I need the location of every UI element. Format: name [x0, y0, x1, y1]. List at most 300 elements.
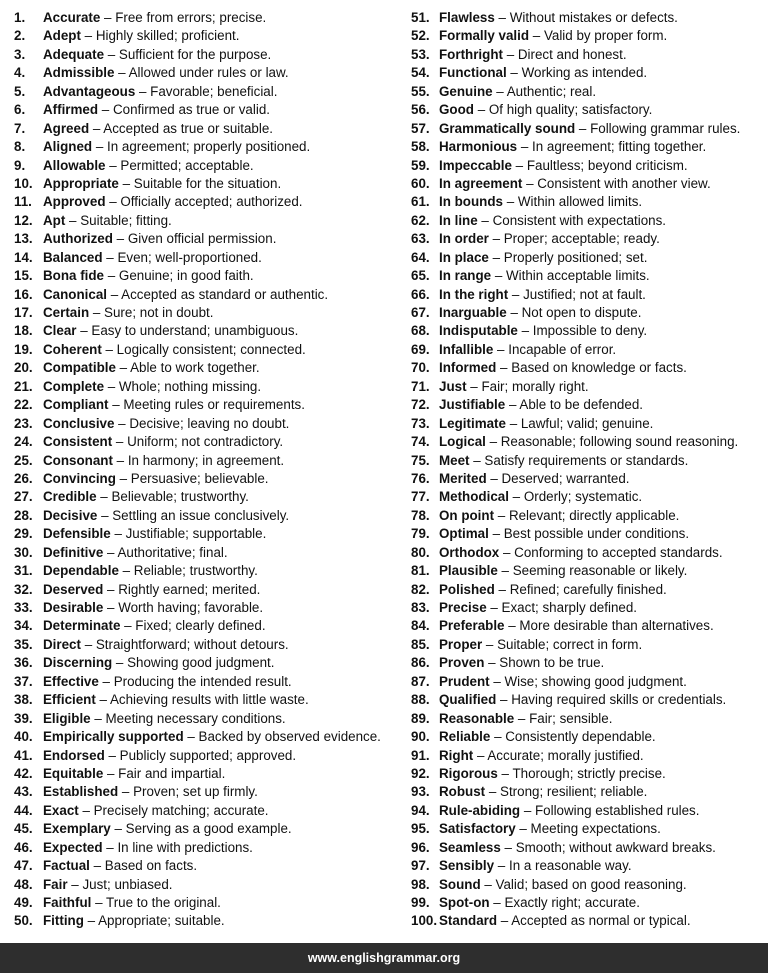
item-term: Inarguable	[439, 305, 507, 320]
item-number: 34.	[14, 618, 33, 634]
item-number: 95.	[411, 821, 430, 837]
item-definition: Given official permission.	[127, 231, 277, 247]
list-item	[411, 581, 763, 599]
item-number: 61.	[411, 194, 430, 210]
list-item	[14, 728, 402, 746]
item-entry	[439, 378, 589, 396]
item-entry	[43, 378, 261, 396]
item-separator: –	[89, 858, 105, 874]
item-separator: –	[101, 341, 117, 357]
item-number: 63.	[411, 231, 430, 247]
item-number: 33.	[14, 600, 33, 615]
item-term: Established	[43, 784, 119, 800]
website-link[interactable]: www.englishgrammar.org	[307, 951, 461, 965]
item-definition: Having required skills or credentials.	[511, 692, 727, 708]
list-item	[411, 507, 763, 525]
list-item	[14, 507, 402, 525]
item-number: 36.	[14, 655, 33, 671]
item-separator: –	[80, 636, 96, 652]
item-separator: –	[485, 434, 501, 450]
item-term: Logical	[439, 434, 486, 450]
item-term: Approved	[43, 194, 106, 210]
item-separator: –	[118, 784, 134, 800]
list-item	[14, 267, 402, 285]
item-entry	[439, 912, 691, 930]
item-term: Definitive	[43, 544, 104, 560]
item-term: Faithful	[43, 895, 92, 910]
item-definition: Even; well-proportioned.	[117, 249, 262, 265]
item-entry	[43, 488, 249, 506]
item-definition: Working as intended.	[521, 65, 648, 81]
item-separator: –	[469, 452, 485, 468]
item-number: 3.	[14, 46, 26, 62]
item-separator: –	[496, 692, 512, 708]
item-entry	[439, 27, 667, 45]
item-number: 57.	[411, 120, 430, 136]
item-definition: Deserved; warranted.	[501, 470, 630, 486]
item-term: Factual	[43, 858, 90, 874]
list-item	[14, 359, 402, 377]
item-definition: Straightforward; without detours.	[95, 636, 289, 652]
item-separator: –	[105, 157, 121, 173]
item-number: 15.	[14, 268, 33, 284]
item-term: Proven	[439, 655, 485, 671]
item-entry	[43, 433, 283, 451]
item-term: Adequate	[43, 46, 105, 62]
list-item	[411, 599, 763, 617]
item-term: Sound	[439, 876, 481, 892]
item-entry	[43, 9, 266, 27]
item-separator: –	[477, 212, 493, 228]
item-definition: Suitable; fitting.	[80, 212, 172, 228]
item-separator: –	[183, 729, 199, 745]
item-term: Eligible	[43, 710, 91, 726]
item-number: 18.	[14, 323, 33, 339]
list-item	[14, 525, 402, 543]
item-definition: Believable; trustworthy.	[111, 489, 249, 505]
item-number: 29.	[14, 526, 33, 542]
item-entry	[43, 304, 213, 322]
list-item	[14, 617, 402, 635]
item-term: Exemplary	[43, 821, 111, 837]
item-entry	[43, 857, 197, 875]
item-term: Adept	[43, 28, 81, 44]
item-term: Rule-abiding	[439, 802, 521, 818]
item-separator: –	[504, 618, 520, 634]
item-number: 43.	[14, 784, 33, 800]
list-item	[14, 27, 402, 45]
item-entry	[439, 175, 711, 193]
item-separator: –	[484, 655, 500, 671]
list-item	[411, 249, 763, 267]
item-separator: –	[505, 397, 520, 413]
item-entry	[439, 396, 643, 414]
item-number: 96.	[411, 839, 430, 855]
list-item	[411, 912, 763, 930]
item-definition: Based on facts.	[104, 858, 198, 874]
item-term: Expected	[43, 839, 103, 855]
item-definition: Easy to understand; unambiguous.	[91, 323, 299, 339]
item-number: 85.	[411, 636, 430, 652]
list-item	[411, 286, 763, 304]
item-entry	[43, 617, 266, 635]
list-item	[411, 83, 763, 101]
item-entry	[439, 728, 656, 746]
item-entry	[43, 212, 172, 230]
list-item	[14, 378, 402, 396]
item-term: Legitimate	[439, 415, 506, 431]
item-term: Functional	[439, 65, 507, 81]
item-term: Methodical	[439, 489, 509, 505]
item-term: Exact	[43, 802, 79, 818]
item-separator: –	[488, 249, 504, 265]
item-separator: –	[90, 710, 106, 726]
item-definition: In harmony; in agreement.	[127, 452, 285, 468]
list-item	[14, 249, 402, 267]
item-separator: –	[520, 802, 535, 818]
item-definition: Meeting necessary conditions.	[105, 710, 286, 726]
item-number: 26.	[14, 470, 33, 486]
item-entry	[439, 876, 687, 894]
item-entry	[439, 507, 679, 525]
item-entry	[43, 64, 289, 82]
item-separator: –	[112, 655, 128, 671]
item-separator: –	[511, 157, 527, 173]
item-number: 64.	[411, 249, 430, 265]
item-entry	[439, 120, 740, 138]
item-definition: In a reasonable way.	[508, 858, 632, 874]
item-term: Fitting	[43, 913, 84, 929]
item-separator: –	[92, 139, 107, 155]
word-list-left-column	[14, 9, 402, 931]
item-term: Aligned	[43, 139, 93, 155]
item-separator: –	[494, 507, 509, 523]
list-item	[14, 9, 402, 27]
list-item	[411, 617, 763, 635]
item-separator: –	[575, 120, 591, 136]
item-term: Seamless	[439, 839, 501, 855]
item-term: Direct	[43, 636, 81, 652]
item-term: Clear	[43, 323, 77, 339]
item-number: 42.	[14, 765, 33, 781]
item-definition: Wise; showing good judgment.	[504, 673, 687, 689]
item-separator: –	[488, 526, 504, 542]
item-entry	[439, 267, 650, 285]
item-separator: –	[494, 858, 509, 874]
item-definition: Without mistakes or defects.	[509, 10, 678, 25]
item-number: 78.	[411, 507, 430, 523]
list-item	[411, 802, 763, 820]
item-definition: Rightly earned; merited.	[118, 581, 261, 597]
item-term: Decisive	[43, 507, 98, 523]
list-item	[14, 820, 402, 838]
item-term: Agreed	[43, 120, 90, 136]
item-separator: –	[114, 65, 129, 81]
list-item	[411, 839, 763, 857]
list-item	[411, 433, 763, 451]
list-item	[411, 64, 763, 82]
item-term: Forthright	[439, 46, 503, 62]
item-definition: Consistent with expectations.	[492, 212, 667, 228]
item-number: 66.	[411, 286, 430, 302]
item-number: 16.	[14, 286, 33, 302]
item-term: Convincing	[43, 470, 116, 486]
item-definition: Achieving results with little waste.	[109, 692, 309, 708]
item-definition: Reliable; trustworthy.	[133, 563, 258, 579]
item-entry	[43, 599, 263, 617]
item-number: 37.	[14, 673, 33, 689]
item-number: 94.	[411, 802, 430, 818]
item-entry	[439, 64, 647, 82]
item-number: 28.	[14, 507, 33, 523]
item-entry	[439, 894, 640, 912]
item-separator: –	[112, 434, 128, 450]
item-definition: Able to be defended.	[519, 397, 643, 413]
item-separator: –	[65, 212, 81, 228]
item-definition: Accepted as normal or typical.	[511, 913, 691, 929]
item-entry	[439, 747, 644, 765]
item-separator: –	[98, 102, 113, 118]
item-separator: –	[473, 102, 489, 118]
item-definition: Meeting rules or requirements.	[123, 397, 305, 413]
list-item	[411, 341, 763, 359]
item-number: 60.	[411, 175, 430, 191]
item-number: 100.	[411, 913, 438, 929]
item-number: 5.	[14, 83, 26, 99]
item-separator: –	[496, 360, 512, 376]
item-term: Indisputable	[439, 323, 518, 339]
item-definition: Sure; not in doubt.	[104, 305, 214, 320]
item-entry	[43, 783, 258, 801]
item-entry	[439, 138, 706, 156]
item-definition: In agreement; fitting together.	[532, 139, 707, 155]
item-separator: –	[78, 802, 94, 818]
item-definition: Authentic; real.	[506, 83, 597, 99]
item-term: In range	[439, 268, 492, 284]
item-number: 30.	[14, 544, 33, 560]
item-separator: –	[96, 489, 112, 505]
item-number: 4.	[14, 65, 26, 81]
item-definition: Relevant; directly applicable.	[508, 507, 680, 523]
list-item	[14, 415, 402, 433]
item-number: 19.	[14, 341, 33, 357]
item-term: Accurate	[43, 10, 101, 25]
item-term: Infallible	[439, 341, 494, 357]
item-number: 72.	[411, 397, 430, 413]
item-entry	[43, 359, 260, 377]
list-item	[411, 212, 763, 230]
item-separator: –	[107, 286, 122, 302]
item-definition: Within allowed limits.	[517, 194, 643, 210]
item-definition: Worth having; favorable.	[118, 600, 264, 615]
item-number: 89.	[411, 710, 430, 726]
item-definition: In line with predictions.	[117, 839, 253, 855]
footer-bar	[0, 943, 768, 973]
item-number: 52.	[411, 28, 430, 44]
item-definition: Appropriate; suitable.	[98, 913, 225, 929]
list-item	[411, 894, 763, 912]
item-definition: Publicly supported; approved.	[119, 747, 297, 763]
item-separator: –	[118, 563, 134, 579]
item-term: Polished	[439, 581, 495, 597]
item-number: 74.	[411, 434, 430, 450]
list-item	[411, 710, 763, 728]
list-item	[411, 820, 763, 838]
item-entry	[43, 470, 269, 488]
item-separator: –	[489, 673, 505, 689]
item-term: Robust	[439, 784, 486, 800]
item-term: Fair	[43, 876, 68, 892]
item-separator: –	[76, 323, 92, 339]
item-number: 7.	[14, 120, 26, 136]
item-term: Certain	[43, 305, 90, 320]
item-entry	[439, 304, 641, 322]
item-separator: –	[112, 231, 128, 247]
item-separator: –	[497, 563, 513, 579]
list-item	[411, 396, 763, 414]
item-term: Conclusive	[43, 415, 115, 431]
item-term: Good	[439, 102, 474, 118]
list-item	[411, 876, 763, 894]
item-separator: –	[486, 600, 502, 615]
item-definition: Justified; not at fault.	[523, 286, 646, 302]
item-number: 12.	[14, 212, 33, 228]
item-term: Desirable	[43, 600, 104, 615]
item-separator: –	[95, 692, 110, 708]
item-term: Effective	[43, 673, 99, 689]
item-term: Consistent	[43, 434, 113, 450]
list-item	[14, 544, 402, 562]
item-separator: –	[485, 784, 501, 800]
list-item	[14, 322, 402, 340]
item-term: In agreement	[439, 175, 523, 191]
item-term: Advantageous	[43, 83, 136, 99]
item-definition: Able to work together.	[130, 360, 260, 376]
list-item	[411, 765, 763, 783]
item-separator: –	[135, 83, 151, 99]
item-separator: –	[500, 839, 516, 855]
item-separator: –	[104, 747, 120, 763]
item-separator: –	[514, 710, 530, 726]
item-term: Discerning	[43, 655, 113, 671]
item-definition: Direct and honest.	[517, 46, 627, 62]
item-separator: –	[505, 415, 521, 431]
list-item	[14, 876, 402, 894]
item-term: Bona fide	[43, 268, 105, 284]
item-entry	[43, 396, 305, 414]
list-item	[14, 839, 402, 857]
item-separator: –	[102, 249, 118, 265]
item-term: In order	[439, 231, 489, 247]
item-entry	[43, 691, 309, 709]
list-item	[411, 691, 763, 709]
list-item	[411, 728, 763, 746]
item-term: In bounds	[439, 194, 503, 210]
item-term: Complete	[43, 378, 105, 394]
item-separator: –	[492, 83, 507, 99]
list-item	[14, 747, 402, 765]
item-term: Formally valid	[439, 28, 530, 44]
item-entry	[43, 544, 228, 562]
list-item	[14, 894, 402, 912]
item-entry	[43, 728, 381, 746]
item-entry	[43, 636, 289, 654]
list-item	[411, 857, 763, 875]
item-definition: Genuine; in good faith.	[118, 268, 254, 284]
item-entry	[439, 544, 723, 562]
list-item	[411, 138, 763, 156]
item-number: 10.	[14, 175, 33, 191]
list-item	[411, 673, 763, 691]
item-entry	[439, 525, 689, 543]
item-number: 2.	[14, 28, 26, 44]
item-term: Admissible	[43, 65, 115, 81]
item-definition: Accurate; morally justified.	[487, 747, 644, 763]
item-entry	[439, 654, 604, 672]
item-definition: Not open to dispute.	[521, 305, 642, 320]
item-definition: Allowed under rules or law.	[128, 65, 289, 81]
item-number: 47.	[14, 858, 33, 874]
item-number: 40.	[14, 729, 33, 745]
item-definition: Proper; acceptable; ready.	[503, 231, 660, 247]
list-item	[14, 654, 402, 672]
list-item	[411, 636, 763, 654]
item-definition: Suitable for the situation.	[133, 175, 282, 191]
item-term: Right	[439, 747, 474, 763]
item-separator: –	[473, 747, 488, 763]
item-number: 48.	[14, 876, 33, 892]
item-definition: Decisive; leaving no doubt.	[129, 415, 290, 431]
item-definition: Conforming to accepted standards.	[514, 544, 723, 560]
list-item	[14, 488, 402, 506]
item-number: 76.	[411, 470, 430, 486]
item-entry	[439, 581, 667, 599]
item-number: 31.	[14, 563, 33, 579]
list-item	[411, 27, 763, 45]
list-item	[411, 783, 763, 801]
item-number: 14.	[14, 249, 33, 265]
list-item	[411, 415, 763, 433]
item-entry	[439, 488, 642, 506]
item-separator: –	[110, 526, 126, 542]
item-entry	[43, 747, 296, 765]
item-term: Merited	[439, 470, 487, 486]
list-item	[14, 802, 402, 820]
item-definition: Based on knowledge or facts.	[511, 360, 687, 376]
item-number: 11.	[14, 194, 32, 210]
item-separator: –	[494, 10, 510, 25]
item-term: Standard	[439, 913, 498, 929]
item-entry	[439, 783, 647, 801]
item-entry	[439, 83, 596, 101]
item-entry	[43, 673, 292, 691]
item-definition: Fair; sensible.	[529, 710, 613, 726]
item-number: 53.	[411, 46, 430, 62]
item-entry	[43, 138, 310, 156]
item-number: 54.	[411, 65, 430, 81]
list-item	[411, 230, 763, 248]
item-definition: Valid; based on good reasoning.	[495, 876, 687, 892]
item-entry	[43, 175, 281, 193]
list-item	[14, 765, 402, 783]
item-number: 93.	[411, 784, 430, 800]
item-term: Authorized	[43, 231, 113, 247]
item-term: Deserved	[43, 581, 104, 597]
item-definition: Faultless; beyond criticism.	[526, 157, 688, 173]
item-number: 79.	[411, 526, 430, 542]
item-separator: –	[114, 415, 130, 431]
item-separator: –	[112, 452, 128, 468]
